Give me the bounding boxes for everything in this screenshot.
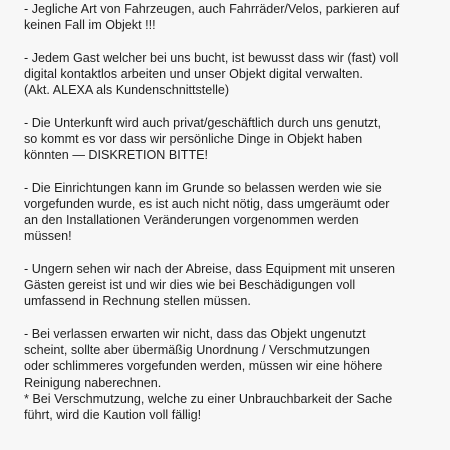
text-line: - Die Einrichtungen kann im Grunde so belassen werden wie sie (24, 180, 382, 195)
rule-private-use (24, 115, 444, 164)
rule-furnishings (24, 180, 444, 245)
text-line: müssen! (24, 229, 72, 244)
text-line: vorgefunden wurde, es ist auch nicht nötig, dass umgeräumt oder (24, 197, 390, 211)
text-line: - Jedem Gast welcher bei uns bucht, ist bewusst dass wir (fast) voll (24, 50, 399, 65)
rule-cleaning (24, 326, 444, 423)
text-line: Reinigung naberechnen. (24, 375, 162, 390)
text-line: scheint, sollte aber übermäßig Unordnung / Verschmutzungen (24, 343, 370, 358)
rule-digital-contactless (24, 50, 444, 99)
text-line: an den Installationen Veränderungen vorgenommen werden (24, 213, 359, 228)
text-line: (Akt. ALEXA als Kundenschnittstelle) (24, 83, 230, 98)
rule-vehicles (24, 1, 444, 33)
text-line: * Bei Verschmutzung, welche zu einer Unbrauchbarkeit der Sache (24, 391, 393, 406)
text-line: Gästen gereist ist und wir dies wie bei Beschädigungen voll (24, 278, 356, 293)
text-line: oder schlimmeres vorgefunden werden, müssen wir eine höhere (24, 359, 383, 374)
text-line: keinen Fall im Objekt !!! (24, 18, 156, 33)
text-line: so kommt es vor dass wir persönliche Dinge in Objekt haben (24, 132, 363, 146)
text-line: - Bei verlassen erwarten wir nicht, dass das Objekt ungenutzt (24, 327, 366, 341)
text-line: könnten — DISKRETION BITTE! (24, 148, 209, 163)
rule-equipment (24, 261, 444, 310)
text-line: digital kontaktlos arbeiten und unser Objekt digital verwalten. (24, 67, 363, 81)
text-line: - Die Unterkunft wird auch privat/geschäftlich durch uns genutzt, (24, 115, 381, 130)
text-line: führt, wird die Kaution voll fällig! (24, 408, 202, 423)
text-line: - Ungern sehen wir nach der Abreise, dass Equipment mit unseren (24, 262, 396, 276)
text-line: - Jegliche Art von Fahrzeugen, auch Fahrräder/Velos, parkieren auf (24, 2, 400, 16)
house-rules-text (24, 1, 444, 440)
text-line: umfassend in Rechnung stellen müssen. (24, 294, 251, 309)
